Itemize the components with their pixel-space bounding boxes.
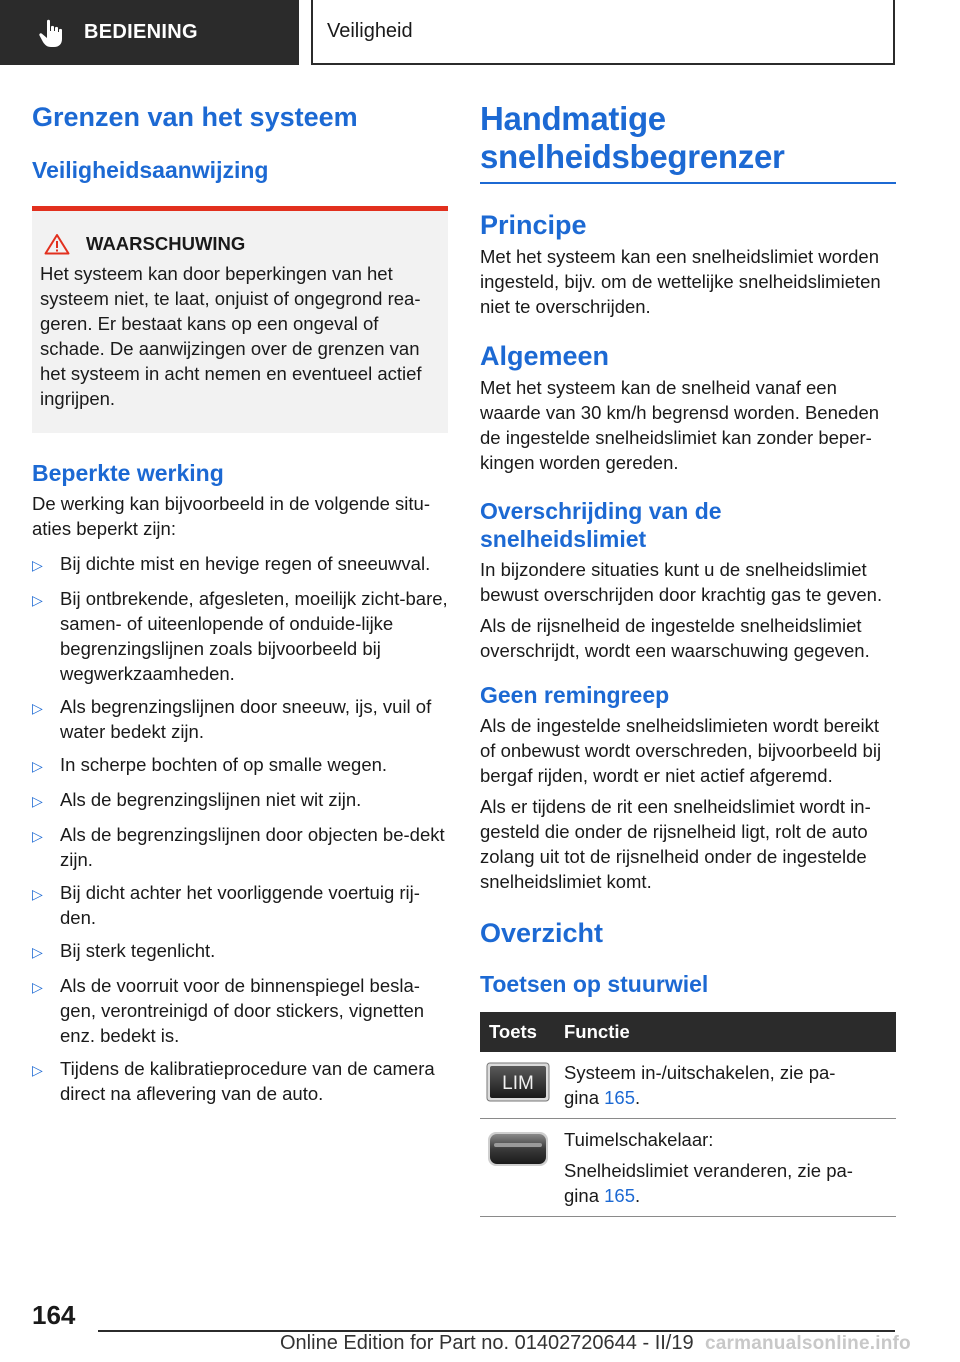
column-header-toets: Toets [489,1020,537,1042]
section-label: BEDIENING [84,21,198,43]
limited-intro: De werking kan bijvoorbeeld in de volgende situ-aties beperkt zijn: [32,493,430,539]
footer-edition: Online Edition for Part no. 01402720644 - II/19 [280,1332,694,1354]
page-number: 164 [32,1300,76,1330]
triangle-bullet-icon: ▷ [32,944,43,960]
column-header-functie: Functie [564,1020,630,1042]
list-item: ▷ Bij sterk tegenlicht. [32,938,448,965]
general-text: Met het systeem kan de snelheid vanaf een waarde van 30 km/h begrensd worden. Beneden de ingestelde snelheidslimiet kan zonder beper-kingen worden gereden. [480,376,880,473]
topic-label: Veiligheid [327,20,413,42]
triangle-bullet-icon: ▷ [32,1062,43,1078]
list-item: ▷ Tijdens de kalibratieprocedure van de camera direct na aflevering van de auto. [32,1058,435,1104]
nobrake-text-2: Als er tijdens de rit een snelheidslimiet wordt in-gesteld die onder de rijsnelheid ligt, rolt de auto zolang uit tot de rijsnelheid onder de ingestelde snelheidslimiet komt. [480,795,871,892]
triangle-bullet-icon: ▷ [32,557,43,573]
list-item: ▷ Als de voorruit voor de binnenspiegel besla-gen, verontreinigd of door stickers, vignetten enz. bedekt is. [32,975,425,1046]
triangle-bullet-icon: ▷ [32,828,43,844]
title-rule [480,182,896,184]
section-subtitle: Veiligheidsaanwijzing [32,157,269,183]
exceed-text-1: In bijzondere situaties kunt u de snelheidslimiet bewust overschrijden door krachtig gas te geven. [480,558,883,605]
overview-title: Overzicht [480,917,604,948]
section-title: Grenzen van het systeem [32,102,358,132]
warning-text: Het systeem kan door beperkingen van het systeem niet, te laat, onjuist of ongegrond rea-geren. Er bestaat kans op een ongeval of schade. De aanwijzingen over de grenzen van het systeem in acht nemen en eventueel actief ingrijpen. [40,263,422,409]
triangle-bullet-icon: ▷ [32,886,43,902]
triangle-bullet-icon: ▷ [32,793,43,809]
nobrake-text-1: Als de ingestelde snelheidslimieten wordt bereikt of onbewust wordt overschreden, bijvoorbeeld bij bergaf rijden, wordt er niet actief afgeremd. [480,714,882,786]
warning-label: WAARSCHUWING [86,233,246,254]
list-item: ▷ Als de begrenzingslijnen niet wit zijn. [32,787,448,814]
warning-box [32,206,448,433]
list-item: ▷ Bij dicht achter het voorliggende voertuig rij-den. [32,882,420,928]
list-item: ▷ Bij ontbrekende, afgesleten, moeilijk zicht-bare, samen- of uiteenlopende of onduide-lijke begrenzingslijnen zoals bijvoorbeeld bij wegwerkzaamheden. [32,588,448,684]
limitation-list [32,551,448,1106]
table-header [480,1012,896,1052]
left-column [32,100,448,1114]
svg-text:LIM: LIM [502,1072,534,1094]
chapter-title: Handmatige snelheidsbegrenzer [480,100,785,175]
table-row: Tuimelschakelaar: Snelheidslimiet veranderen, zie pa- gina 165. [480,1119,896,1217]
list-item: ▷ Bij dichte mist en hevige regen of sneeuwval. [32,551,448,578]
warning-triangle-icon [44,233,70,255]
limited-title: Beperkte werking [32,460,224,486]
list-item: ▷ Als begrenzingslijnen door sneeuw, ijs, vuil of water bedekt zijn. [32,696,432,742]
nobrake-title: Geen remingreep [480,681,670,708]
hand-pointer-icon [38,18,64,48]
page-link[interactable]: 165 [604,1086,635,1108]
watermark: carmanualsonline.info [705,1333,911,1354]
triangle-bullet-icon: ▷ [32,592,43,608]
page-link[interactable]: 165 [604,1184,635,1206]
table-row: LIM Systeem in-/uitschakelen, zie pa- gina 165. [480,1052,896,1119]
list-item: ▷ In scherpe bochten of op smalle wegen. [32,752,448,779]
buttons-table [480,1012,896,1217]
general-title: Algemeen [480,340,610,371]
exceed-text-2: Als de rijsnelheid de ingestelde snelheidslimiet overschrijdt, wordt een waarschuwing gegeven. [480,614,870,661]
header-section-tab [0,0,299,65]
triangle-bullet-icon: ▷ [32,979,43,995]
rocker-switch-icon [486,1129,550,1169]
lim-button-icon [486,1062,550,1102]
header-topic [311,0,895,65]
triangle-bullet-icon: ▷ [32,758,43,774]
exceed-title: Overschrijding van de snelheidslimiet [480,497,722,552]
principle-text: Met het systeem kan een snelheidslimiet worden ingesteld, bijv. om de wettelijke snelheidslimieten niet te overschrijden. [480,245,881,317]
list-item: ▷ Als de begrenzingslijnen door objecten be-dekt zijn. [32,824,445,870]
overview-subtitle: Toetsen op stuurwiel [480,970,709,997]
right-column [480,100,896,1217]
principle-title: Principe [480,209,587,240]
triangle-bullet-icon: ▷ [32,700,43,716]
